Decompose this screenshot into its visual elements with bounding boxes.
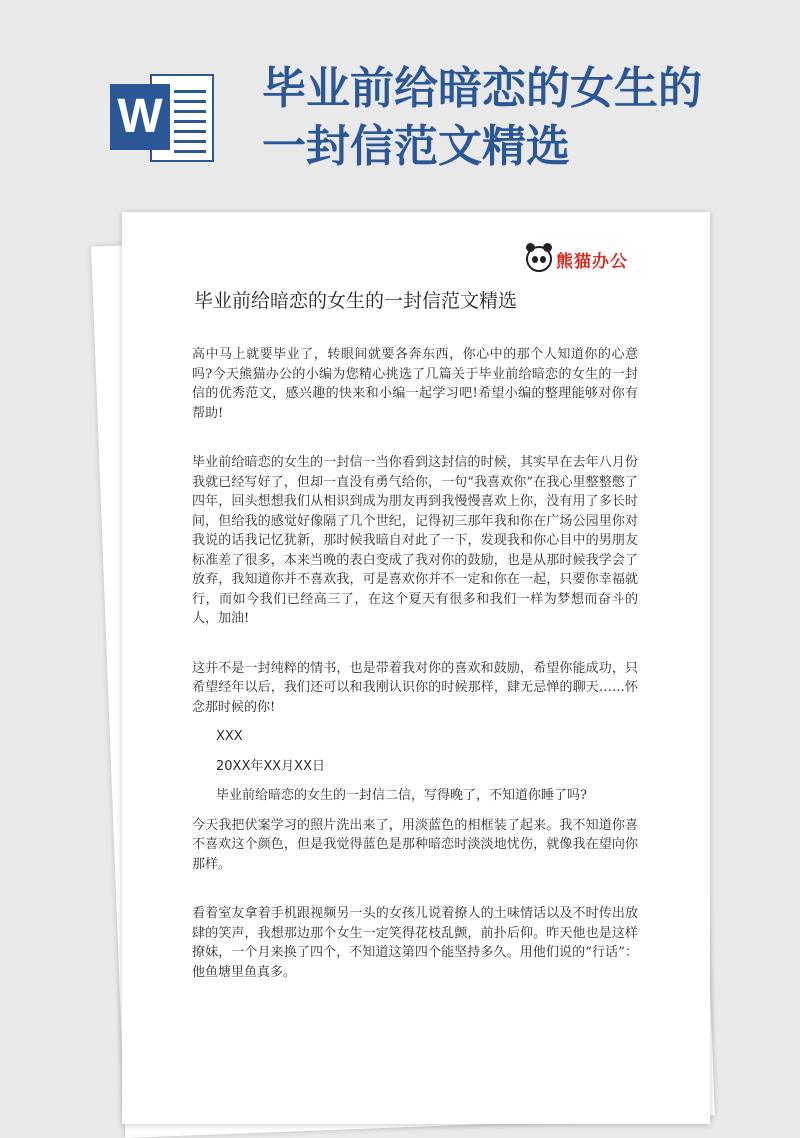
header-title: [262, 60, 782, 176]
signature: XXX: [216, 729, 243, 744]
document-page: [122, 212, 710, 1124]
header-title-line2: 一封信范文精选: [262, 121, 570, 172]
brand-logo: [526, 246, 628, 272]
text-line-mark: [174, 100, 206, 103]
document-title: 毕业前给暗恋的女生的一封信范文精选: [194, 290, 518, 312]
second-letter-intro: 毕业前给暗恋的女生的一封信二信，写得晚了，不知道你睡了吗?: [216, 788, 587, 803]
header-title-line1: 毕业前给暗恋的女生的: [262, 63, 702, 114]
text-line-mark: [174, 110, 206, 113]
paragraph: 高中马上就要毕业了，转眼间就要各奔东西，你心中的那个人知道你的心意吗?今天熊猫办公的小编为您精心挑选了几篇关于毕业前给暗恋的女生的一封信的优秀范文，感兴趣的快来和小编一起学习吧!希望小编的整理能够对你有帮助!: [192, 347, 638, 421]
text-line-mark: [174, 90, 206, 93]
paragraph: 今天我把伏案学习的照片洗出来了，用淡蓝色的相框装了起来。我不知道你喜不喜欢这个颜色，但是我觉得蓝色是那种暗恋时淡淡地忧伤，就像我在望向你那样。: [192, 817, 638, 872]
paragraph: 这并不是一封纯粹的情书，也是带着我对你的喜欢和鼓励，希望你能成功，只希望经年以后，我们还可以和我刚认识你的时候那样，肆无忌惮的聊天……怀念那时候的你!: [192, 660, 638, 715]
text-line-mark: [174, 120, 206, 123]
paragraph: 毕业前给暗恋的女生的一封信一当你看到这封信的时候，其实早在去年八月份我就已经写好了，但却一直没有勇气给你，一句“我喜欢你”在我心里整整憋了四年，回头想想我们从相识到成为朋友再到我慢慢喜欢上你，没有用了多长时间，但给我的感觉好像隔了几个世纪，记得初三那年我和你在广场公园里你对我说的话我记忆犹新，那时候我暗自对此了一下，发现我和你心目中的男朋友标准差了很多，本来当晚的表白变成了我对你的鼓励，也是从那时候我学会了放弃，我知道你并不喜欢我，可是喜欢你并不一定和你在一起，只要你幸福就行，而如今我们已经高三了，在这个夏天有很多和我们一样为梦想而奋斗的人，加油!: [192, 455, 638, 626]
panda-icon: [526, 246, 552, 272]
text-line-mark: [174, 130, 206, 133]
text-line-mark: [174, 150, 206, 153]
document-body: [192, 345, 638, 1012]
word-letter: W: [110, 84, 170, 150]
letter-date: 20XX年XX月XX日: [216, 758, 325, 774]
text-line-mark: [174, 140, 206, 143]
word-document-icon: [110, 70, 218, 166]
paragraph: 看着室友拿着手机跟视频另一头的女孩儿说着撩人的土味情话以及不时传出放肆的笑声，我想那边那个女生一定笑得花枝乱颤，前扑后仰。昨天他也是这样撩妹，一个月来换了四个，不知道这第四个能坚持多久。用他们说的“行话”：他鱼塘里鱼真多。: [192, 906, 638, 980]
brand-logo-text: 熊猫办公: [556, 251, 628, 272]
